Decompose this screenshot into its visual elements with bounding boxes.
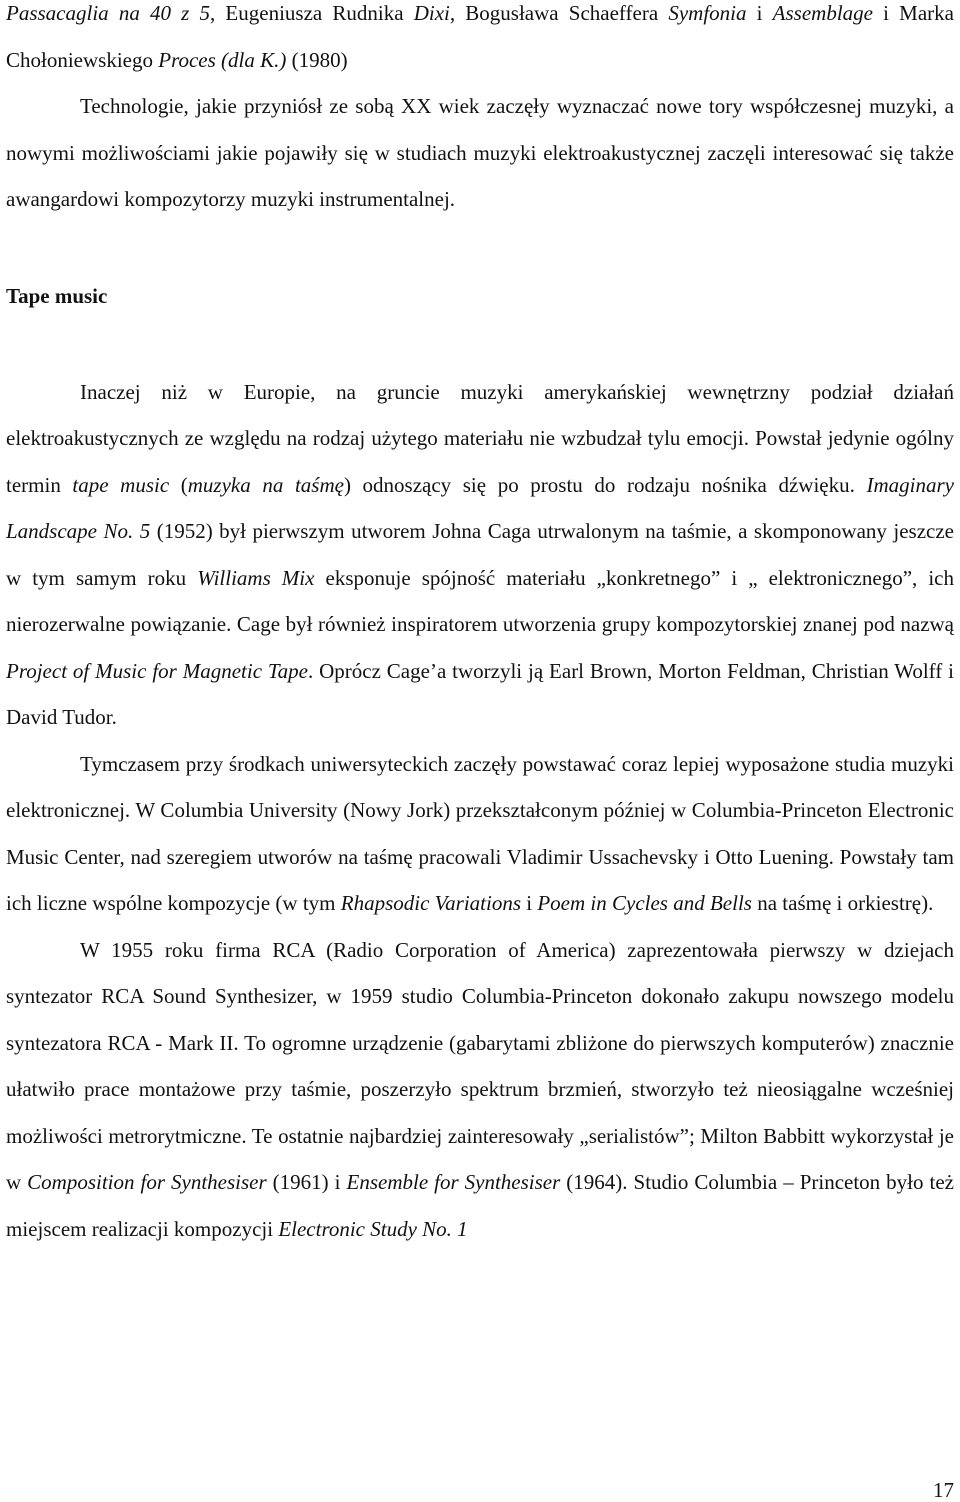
text-segment: i: [746, 1, 773, 25]
text-segment: W 1955 roku firma RCA (Radio Corporation of America) zaprezentowała pierwszy w dziejach syntezator RCA Sound Synthesizer, w 1959 studio Columbia-Princeton dokonało zakupu nowszego modelu syntezatora RCA - Mark II. To ogromne urządzenie (gabarytami zbliżone do pierwszych komputerów) znacznie ułatwiło prace montażowe przy taśmie, poszerzyło spektrum brzmień, stworzyło też nieosiągalne wcześniej możliwości metrorytmiczne. Te ostatnie najbardziej zainteresowały „serialistów”; Milton Babbitt wykorzystał je w: [6, 937, 954, 1194]
italic-text-segment: Composition for Synthesiser: [27, 1170, 267, 1194]
text-segment: , Bogusława Schaeffera: [449, 1, 669, 25]
text-segment: (1961) i: [266, 1170, 347, 1194]
italic-text-segment: Symfonia: [668, 1, 747, 25]
text-segment: i Marka Chołoniewskiego: [6, 1, 954, 72]
text-segment: (1952) był pierwszym utworem Johna Caga utrwalonym na taśmie, a skomponowany jeszcze w tym samym roku: [6, 519, 954, 590]
italic-text-segment: tape music: [72, 472, 170, 497]
text-segment: eksponuje spójność materiału „konkretnego” i „ elektronicznego”, ich nierozerwalne powiązanie. Cage był również inspiratorem utworzenia grupy kompozytorskiej znanej pod nazwą: [6, 565, 954, 636]
italic-text-segment: Passacaglia na 40 z 5: [6, 1, 210, 25]
paragraph-tape-music-1: [6, 369, 954, 741]
text-segment: , Eugeniusza Rudnika: [210, 1, 414, 25]
text-segment: (1980): [286, 47, 348, 72]
text-segment: Inaczej niż w Europie, na gruncie muzyki amerykańskiej wewnętrzny podział działań elektroakustycznych ze względu na rodzaj użytego materiału nie wzbudzał tylu emocji. Powstał jedynie ogólny termin: [6, 379, 954, 497]
text-segment: (1964). Studio Columbia – Princeton było też miejscem realizacji kompozycji: [6, 1170, 954, 1241]
paragraph-rca-synthesizer: [6, 927, 954, 1253]
paragraph-intro-tail: [6, 0, 954, 83]
document-page: [6, 0, 954, 1252]
italic-text-segment: 5: [139, 519, 151, 543]
text-segment: na taśmę i orkiestrę).: [751, 891, 934, 915]
italic-text-segment: Dixi: [413, 1, 450, 25]
italic-text-segment: Rhapsodic Variations: [340, 891, 522, 915]
text-segment: ) odnoszący się po prostu do rodzaju nośnika dźwięku.: [343, 472, 867, 497]
italic-text-segment: Imaginary Landscape No.: [6, 472, 954, 543]
italic-text-segment: Ensemble for Synthesiser: [346, 1170, 561, 1194]
italic-text-segment: Electronic Study No. 1: [278, 1216, 468, 1241]
italic-text-segment: Poem in Cycles and Bells: [537, 891, 752, 915]
paragraph-intro-technologies: [6, 83, 954, 223]
text-segment: i: [521, 891, 538, 915]
italic-text-segment: muzyka na taśmę: [187, 472, 344, 497]
italic-text-segment: Project of Music for Magnetic Tape: [6, 658, 308, 683]
text-segment: . Oprócz Cage’a tworzyli ją Earl Brown, Morton Feldman, Christian Wolff i David Tudor.: [6, 658, 954, 729]
text-segment: (: [169, 472, 188, 497]
italic-text-segment: Proces (dla K.): [158, 47, 287, 72]
italic-text-segment: Williams Mix: [197, 565, 315, 590]
page-number: 17: [933, 1478, 954, 1502]
text-segment: Technologie, jakie przyniósł ze sobą XX wiek zaczęły wyznaczać nowe tory współczesnej muzyki, a nowymi możliwościami jakie pojawiły się w studiach muzyki elektroakustycznej zaczęli interesować się także awangardowi kompozytorzy muzyki instrumentalnej.: [6, 94, 954, 211]
italic-text-segment: Assemblage: [772, 1, 873, 25]
paragraph-tape-music-2: [6, 741, 954, 927]
section-heading-tape-music: Tape music: [6, 283, 108, 308]
text-segment: Tymczasem przy środkach uniwersyteckich zaczęły powstawać coraz lepiej wyposażone studia muzyki elektronicznej. W Columbia University (Nowy Jork) przekształconym później w Columbia-Princeton Electronic Music Center, nad szeregiem utworów na taśmę pracowali Vladimir Ussachevsky i Otto Luening. Powstały tam ich liczne wspólne kompozycje (w tym: [6, 751, 954, 915]
